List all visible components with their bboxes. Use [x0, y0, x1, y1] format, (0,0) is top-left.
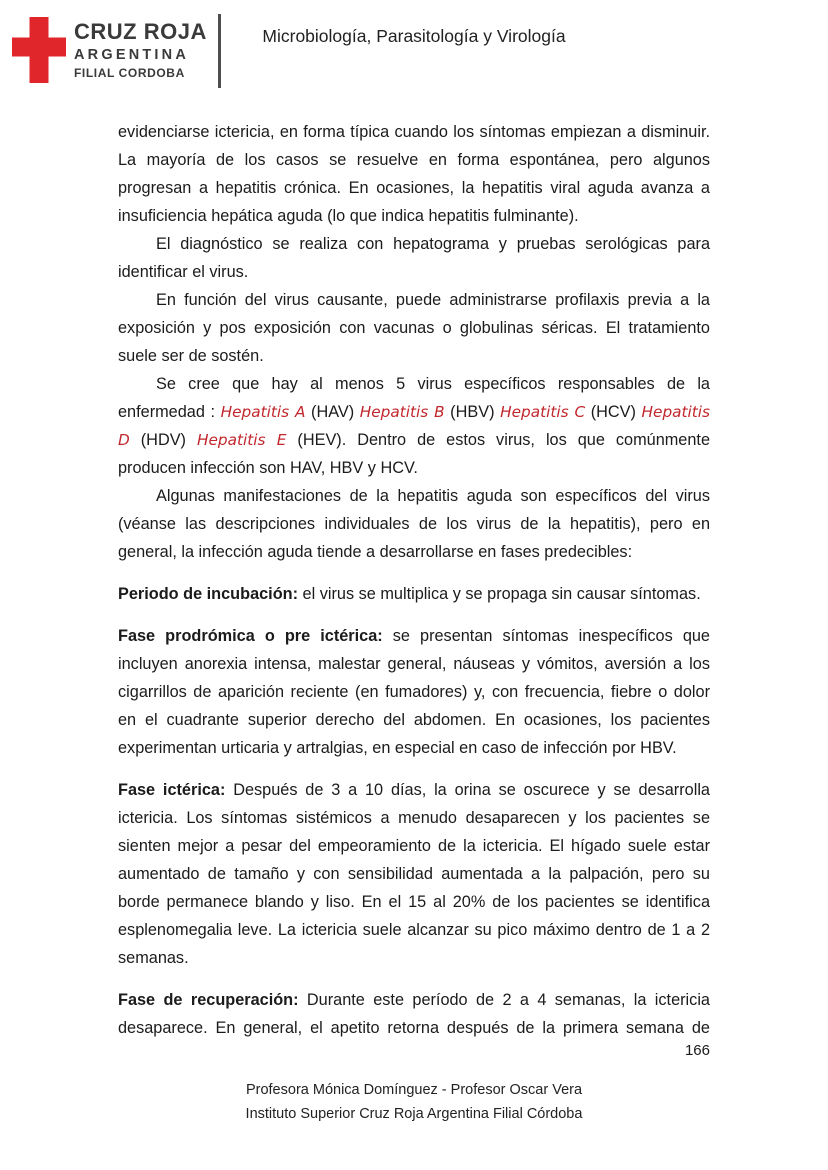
hepatitis-virus-name: Hepatitis A — [220, 403, 306, 421]
paragraph — [118, 986, 710, 1042]
paragraph — [118, 118, 710, 230]
hepatitis-virus-name: Hepatitis E — [196, 431, 287, 449]
text-run: (HDV) — [129, 431, 197, 449]
paragraph — [118, 776, 710, 972]
text-run: (HBV) — [444, 403, 501, 421]
page-number: 166 — [684, 1042, 710, 1059]
paragraph — [118, 230, 710, 286]
text-run: El diagnóstico se realiza con hepatograma y pruebas serológicas para identificar el virus. — [118, 235, 710, 281]
footer-institute: Instituto Superior Cruz Roja Argentina Filial Córdoba — [245, 1106, 583, 1122]
text-run: evidenciarse ictericia, en forma típica cuando los síntomas empiezan a disminuir. La mayoría de los casos se resuelve en forma espontánea, pero algunos progresan a hepatitis crónica. En ocasiones, la hepatitis viral aguda avanza a insuficiencia hepática aguda (lo que indica hepatitis fulminante). — [118, 123, 710, 225]
page-footer — [0, 1078, 828, 1126]
paragraph — [118, 622, 710, 762]
cruz-roja-logo — [12, 12, 221, 88]
phase-label: Periodo de incubación: — [118, 585, 299, 603]
phase-label: Fase prodrómica o pre ictérica: — [118, 627, 383, 645]
text-run: se presentan síntomas inespecíficos que incluyen anorexia intensa, malestar general, náuseas y vómitos, aversión a los cigarrillos de aparición reciente (en fumadores) y, con frecuencia, fiebre o dolor en el cuadrante superior derecho del abdomen. En ocasiones, los pacientes experimentan urticaria y artralgias, en especial en caso de infección por HBV. — [118, 627, 710, 757]
paragraph — [118, 580, 710, 608]
text-run: Se cree que hay al menos 5 virus específicos responsables de la enfermedad : — [118, 375, 710, 421]
phase-label: Fase de recuperación: — [118, 991, 299, 1009]
hepatitis-virus-name: Hepatitis C — [500, 403, 586, 421]
text-run: En función del virus causante, puede administrarse profilaxis previa a la exposición y pos exposición con vacunas o globulinas séricas. El tratamiento suele ser de sostén. — [118, 291, 710, 365]
logo-line-filial-cordoba: FILIAL CORDOBA — [74, 66, 185, 81]
document-title: Microbiología, Parasitología y Virología — [262, 26, 566, 46]
hepatitis-virus-name: Hepatitis B — [359, 403, 445, 421]
document-body — [118, 118, 710, 1042]
phase-label: Fase ictérica: — [118, 781, 226, 799]
paragraph — [118, 370, 710, 482]
text-run: el virus se multiplica y se propaga sin causar síntomas. — [298, 585, 701, 603]
text-run: (HCV) — [585, 403, 642, 421]
hepatitis-virus-name: Hepatitis D — [118, 403, 710, 449]
paragraph — [118, 286, 710, 370]
paragraph — [118, 482, 710, 566]
text-run: (HAV) — [305, 403, 360, 421]
footer-authors: Profesora Mónica Domínguez - Profesor Oscar Vera — [245, 1082, 583, 1098]
text-run: (HEV). Dentro de estos virus, los que comúnmente producen infección son HAV, HBV y HCV. — [118, 431, 710, 477]
text-run: Después de 3 a 10 días, la orina se oscurece y se desarrolla ictericia. Los síntomas sistémicos a menudo desaparecen y los pacientes se sienten mejor a pesar del empeoramiento de la ictericia. El hígado suele estar aumentado de tamaño y con sensibilidad aumentada a la palpación, pero su borde permanece blando y liso. En el 15 al 20% de los pacientes se identifica esplenomegalia leve. La ictericia suele alcanzar su pico máximo dentro de 1 a 2 semanas. — [118, 781, 710, 967]
text-run: Durante este período de 2 a 4 semanas, la ictericia desaparece. En general, el apetito retorna después de la primera semana de — [118, 991, 710, 1037]
logo-line-cruz-roja: CRUZ ROJA — [74, 18, 207, 44]
page-header — [0, 0, 828, 112]
text-run: Algunas manifestaciones de la hepatitis aguda son específicos del virus (véanse las descripciones individuales de los virus de la hepatitis), pero en general, la infección aguda tiende a desarrollarse en fases predecibles: — [118, 487, 710, 561]
logo-line-argentina: ARGENTINA — [74, 46, 189, 63]
